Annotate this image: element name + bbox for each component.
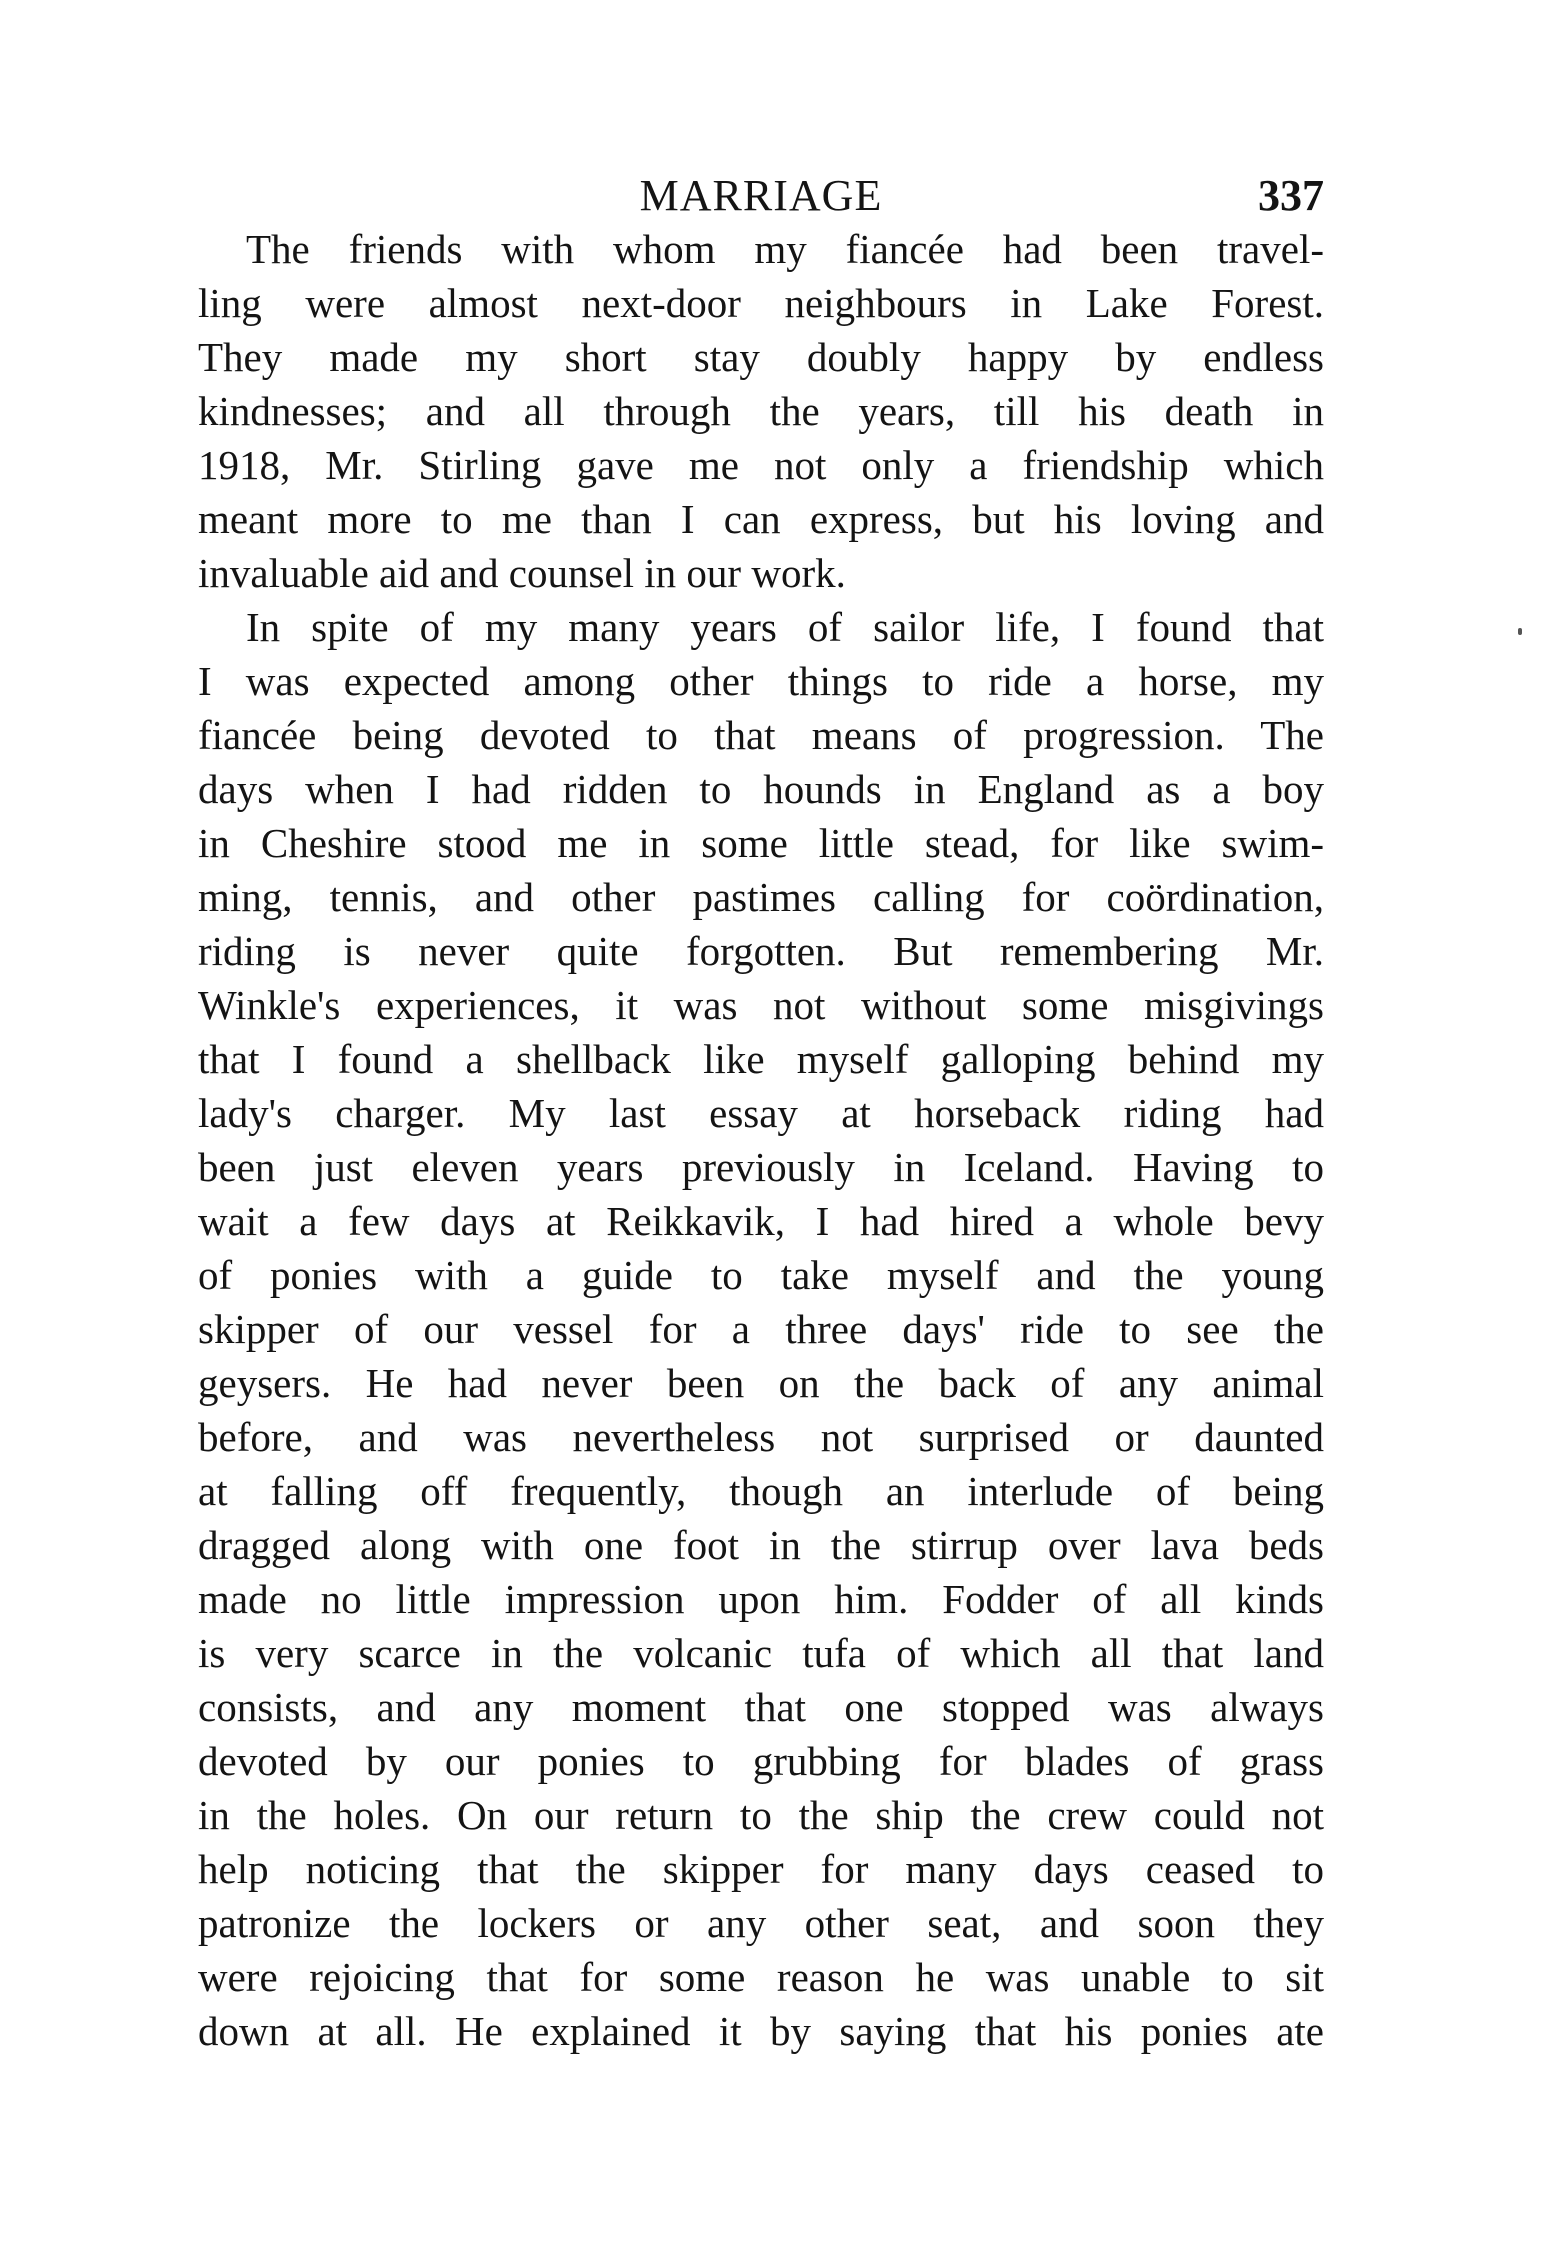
text-line: 1918, Mr. Stirling gave me not only a friendship which: [198, 442, 1324, 488]
text-line: I was expected among other things to ride a horse, my: [198, 658, 1324, 704]
text-line: before, and was nevertheless not surprised or daunted: [198, 1414, 1324, 1460]
paragraph: [198, 222, 1324, 600]
text-line: They made my short stay doubly happy by endless: [198, 334, 1324, 380]
text-line: invaluable aid and counsel in our work.: [198, 550, 846, 596]
text-line: is very scarce in the volcanic tufa of which all that land: [198, 1630, 1324, 1676]
text-line: in Cheshire stood me in some little stead, for like swim-: [198, 820, 1324, 866]
text-line: ling were almost next-door neighbours in Lake Forest.: [198, 280, 1324, 326]
text-line: devoted by our ponies to grubbing for blades of grass: [198, 1738, 1324, 1784]
text-line: meant more to me than I can express, but his loving and: [198, 496, 1324, 542]
text-line: ming, tennis, and other pastimes calling for coördination,: [198, 874, 1324, 920]
text-line: down at all. He explained it by saying that his ponies ate: [198, 2008, 1324, 2054]
text-line: that I found a shellback like myself galloping behind my: [198, 1036, 1324, 1082]
text-line: lady's charger. My last essay at horseback riding had: [198, 1090, 1324, 1136]
text-line: been just eleven years previously in Iceland. Having to: [198, 1144, 1324, 1190]
text-line: help noticing that the skipper for many days ceased to: [198, 1846, 1324, 1892]
text-line: skipper of our vessel for a three days' ride to see the: [198, 1306, 1324, 1352]
text-line: riding is never quite forgotten. But remembering Mr.: [198, 928, 1324, 974]
body-text: [198, 222, 1324, 2058]
text-line: The friends with whom my fiancée had been travel-: [246, 226, 1324, 272]
text-line: dragged along with one foot in the stirrup over lava beds: [198, 1522, 1324, 1568]
page-number: 337: [1258, 171, 1324, 220]
text-line: kindnesses; and all through the years, till his death in: [198, 388, 1324, 434]
text-line: fiancée being devoted to that means of progression. The: [198, 712, 1324, 758]
text-line: in the holes. On our return to the ship the crew could not: [198, 1792, 1324, 1838]
text-line: patronize the lockers or any other seat, and soon they: [198, 1900, 1324, 1946]
text-line: were rejoicing that for some reason he was unable to sit: [198, 1954, 1324, 2000]
text-line: consists, and any moment that one stopped was always: [198, 1684, 1324, 1730]
text-line: days when I had ridden to hounds in England as a boy: [198, 766, 1324, 812]
text-line: wait a few days at Reikkavik, I had hired a whole bevy: [198, 1198, 1324, 1244]
scan-speck: [1518, 628, 1522, 635]
text-line: of ponies with a guide to take myself and the young: [198, 1252, 1324, 1298]
text-line: In spite of my many years of sailor life, I found that: [246, 604, 1324, 650]
paragraph: [198, 600, 1324, 2058]
text-line: geysers. He had never been on the back of any animal: [198, 1360, 1324, 1406]
text-line: made no little impression upon him. Fodder of all kinds: [198, 1576, 1324, 1622]
text-line: Winkle's experiences, it was not without some misgivings: [198, 982, 1324, 1028]
running-head: [198, 166, 1324, 226]
text-line: at falling off frequently, though an interlude of being: [198, 1468, 1324, 1514]
chapter-title: MARRIAGE: [639, 171, 883, 220]
